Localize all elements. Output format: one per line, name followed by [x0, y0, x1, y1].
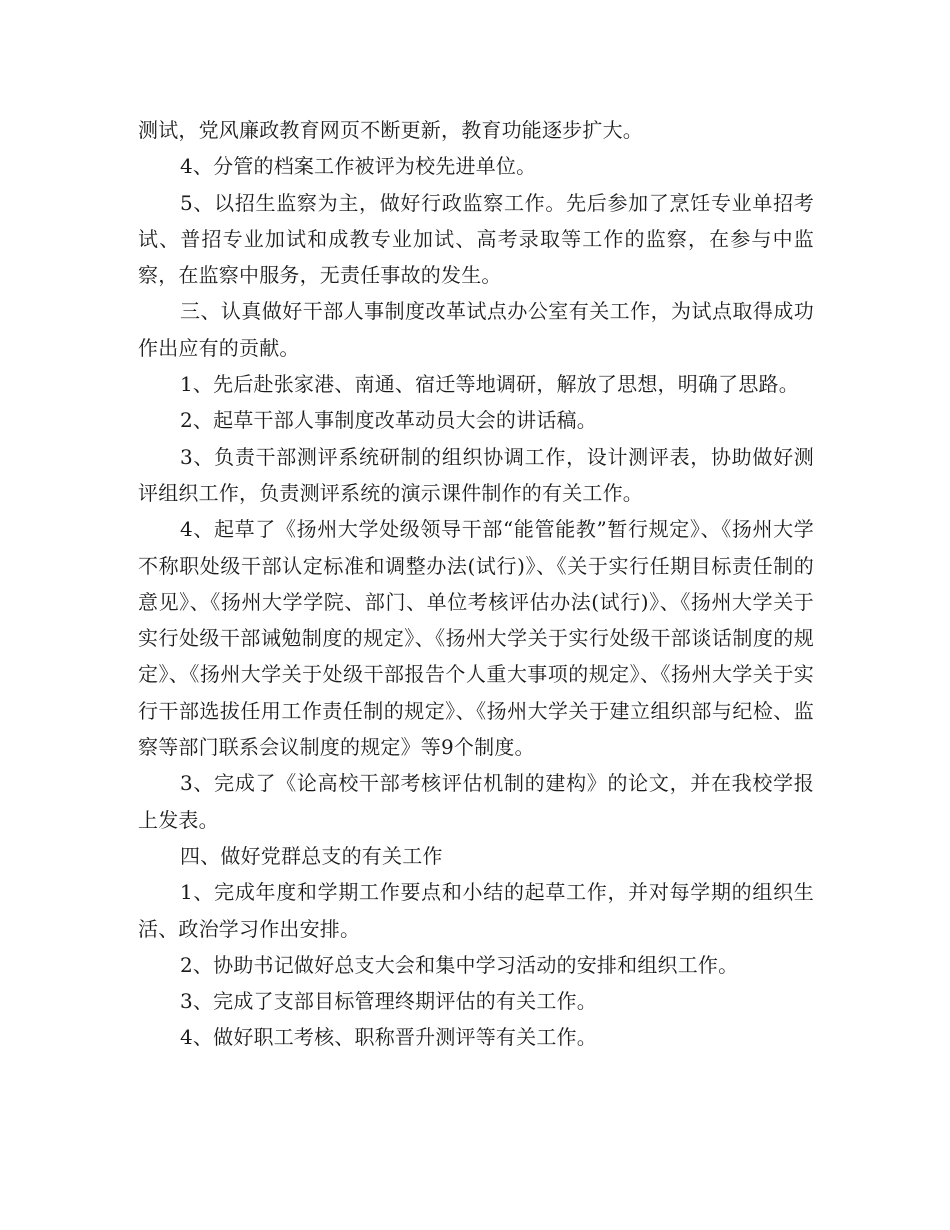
- paragraph: 三、认真做好干部人事制度改革试点办公室有关工作，为试点取得成功作出应有的贡献。: [138, 299, 814, 360]
- section-heading: 四、做好党群总支的有关工作: [180, 843, 443, 868]
- paragraph: 4、起草了《扬州大学处级领导干部“能管能教”暂行规定》、《扬州大学不称职处级干部认定标准和调整办法(试行)》、《关于实行任期目标责任制的意见》、《扬州大学学院、部门、单位考核评估办法(试行)》、《扬州大学关于实行处级干部诫勉制度的规定》、《扬州大学关于实行处级干部谈话制度的规定》、《扬州大学关于处级干部报告个人重大事项的规定》、《扬州大学关于实行干部选拔任用工作责任制的规定》、《扬州大学关于建立组织部与纪检、监察等部门联系会议制度的规定》等9个制度。: [138, 517, 814, 760]
- paragraph: 5、以招生监察为主，做好行政监察工作。先后参加了烹饪专业单招考试、普招专业加试和成教专业加试、高考录取等工作的监察，在参与中监察，在监察中服务，无责任事故的发生。: [138, 190, 814, 288]
- paragraph: 1、先后赴张家港、南通、宿迁等地调研，解放了思想，明确了思路。: [180, 372, 799, 397]
- paragraph: 3、负责干部测评系统研制的组织协调工作，设计测评表，协助做好测评组织工作，负责测评系统的演示课件制作的有关工作。: [138, 444, 814, 505]
- paragraph: 测试，党风廉政教育网页不断更新，教育功能逐步扩大。: [138, 118, 643, 142]
- paragraph: 1、完成年度和学期工作要点和小结的起草工作，并对每学期的组织生活、政治学习作出安排。: [138, 880, 814, 941]
- document-body: [138, 112, 814, 1056]
- paragraph: 4、做好职工考核、职称晋升测评等有关工作。: [180, 1025, 597, 1050]
- paragraph: 2、起草干部人事制度改革动员大会的讲话稿。: [180, 408, 597, 433]
- paragraph: 3、完成了《论高校干部考核评估机制的建构》的论文，并在我校学报上发表。: [138, 771, 814, 832]
- paragraph: 4、分管的档案工作被评为校先进单位。: [180, 154, 537, 179]
- paragraph: 2、协助书记做好总支大会和集中学习活动的安排和组织工作。: [180, 952, 739, 977]
- paragraph: 3、完成了支部目标管理终期评估的有关工作。: [180, 989, 597, 1014]
